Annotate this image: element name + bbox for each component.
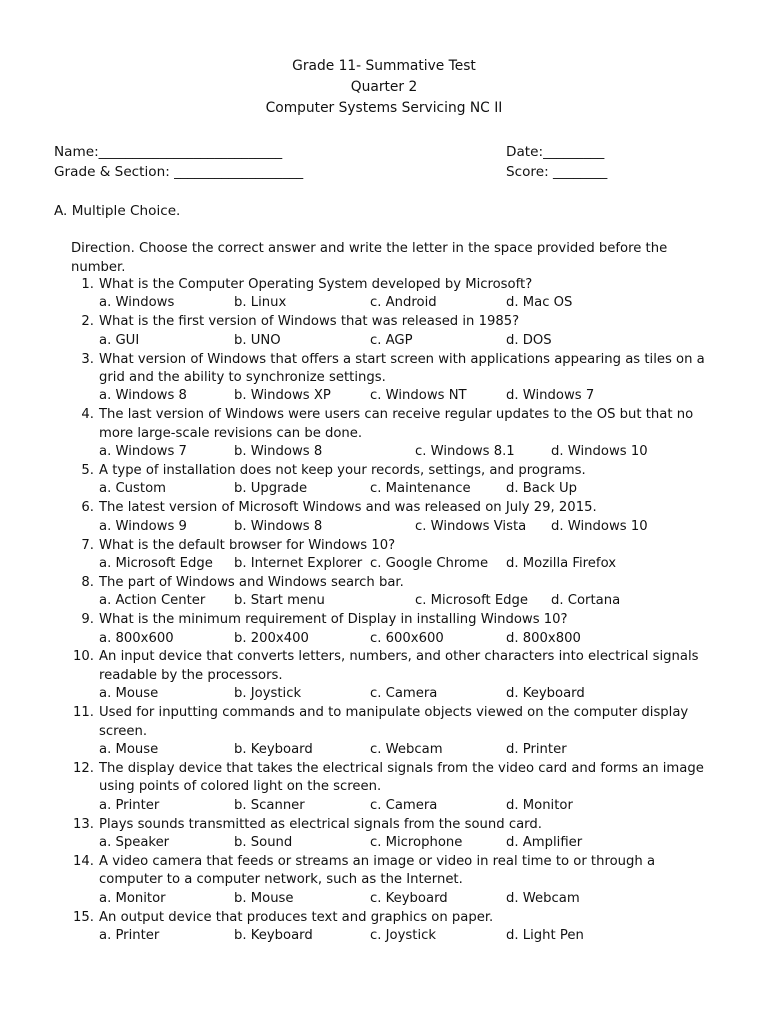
subject-title: Computer Systems Servicing NC II bbox=[265, 100, 503, 116]
question-number: 2. bbox=[81, 314, 94, 330]
answer-option: b. Joystick bbox=[234, 686, 302, 702]
answer-option: d. Cortana bbox=[551, 593, 621, 609]
answer-option: b. UNO bbox=[234, 332, 281, 348]
question-stem: The latest version of Microsoft Windows and was released on July 29, 2015. bbox=[99, 500, 597, 516]
question-item bbox=[0, 351, 768, 407]
question-number: 5. bbox=[81, 463, 94, 478]
answer-option: b. Upgrade bbox=[234, 481, 308, 497]
question-stem: The last version of Windows were users can receive regular updates to the OS but that no more large-scale revisions can be done. bbox=[99, 407, 694, 441]
question-text bbox=[73, 816, 714, 834]
answer-option: a. Speaker bbox=[99, 835, 170, 850]
question-item bbox=[0, 574, 768, 611]
question-stem: The part of Windows and Windows search bar. bbox=[99, 574, 404, 590]
option-row bbox=[0, 387, 768, 406]
answer-option: a. Custom bbox=[99, 481, 166, 497]
answer-option: b. Internet Explorer bbox=[234, 556, 363, 571]
answer-option: c. Windows Vista bbox=[415, 518, 527, 534]
answer-option: c. Joystick bbox=[370, 928, 436, 943]
answer-option: b. Windows 8 bbox=[234, 518, 323, 534]
question-number: 10. bbox=[73, 649, 94, 665]
answer-option: d. Mac OS bbox=[506, 295, 573, 311]
option-row bbox=[0, 480, 768, 499]
question-item bbox=[0, 760, 768, 816]
question-item bbox=[0, 313, 768, 350]
option-row bbox=[0, 890, 768, 909]
answer-option: d. Keyboard bbox=[506, 686, 585, 702]
question-text bbox=[73, 760, 714, 797]
option-row bbox=[0, 332, 768, 351]
answer-option: a. Windows 9 bbox=[99, 518, 187, 534]
option-row bbox=[0, 555, 768, 574]
question-stem: What is the Computer Operating System developed by Microsoft? bbox=[99, 277, 533, 292]
question-item bbox=[0, 648, 768, 704]
option-row bbox=[0, 518, 768, 537]
question-stem: What version of Windows that offers a start screen with applications appearing as tiles on a grid and the ability to synchronize settings. bbox=[99, 351, 705, 385]
answer-option: b. Keyboard bbox=[234, 742, 313, 757]
question-text bbox=[81, 499, 714, 517]
option-row bbox=[0, 685, 768, 704]
answer-option: c. Camera bbox=[370, 797, 438, 813]
option-row bbox=[0, 927, 768, 946]
question-stem: An input device that converts letters, numbers, and other characters into electrical signals readable by the processors. bbox=[99, 649, 699, 683]
option-row bbox=[0, 592, 768, 611]
answer-option: c. Webcam bbox=[370, 742, 443, 757]
question-text bbox=[81, 406, 714, 443]
question-stem: Used for inputting commands and to manipulate objects viewed on the computer display screen. bbox=[99, 705, 689, 739]
answer-option: b. Scanner bbox=[234, 797, 305, 813]
answer-option: c. AGP bbox=[370, 332, 413, 348]
question-number: 12. bbox=[73, 760, 94, 776]
answer-option: a. Monitor bbox=[99, 890, 166, 906]
question-text bbox=[73, 648, 714, 685]
question-text bbox=[81, 351, 714, 388]
question-text bbox=[81, 611, 714, 629]
answer-option: b. Linux bbox=[234, 295, 287, 311]
answer-option: a. Printer bbox=[99, 797, 160, 813]
answer-option: a. Mouse bbox=[99, 742, 159, 757]
answer-option: d. Monitor bbox=[506, 797, 573, 813]
answer-option: d. Webcam bbox=[506, 890, 580, 906]
question-number: 7. bbox=[81, 537, 94, 553]
question-number: 6. bbox=[81, 500, 94, 516]
answer-option: b. Start menu bbox=[234, 593, 325, 609]
direction-text: Direction. Choose the correct answer and write the letter in the space provided before the number. bbox=[71, 241, 668, 275]
option-row bbox=[0, 630, 768, 649]
question-item bbox=[0, 462, 768, 499]
answer-option: d. Windows 10 bbox=[551, 518, 648, 534]
answer-option: c. Windows NT bbox=[370, 388, 467, 404]
question-item bbox=[0, 704, 768, 760]
question-number: 4. bbox=[81, 407, 94, 423]
question-number: 14. bbox=[73, 853, 94, 869]
question-number: 1. bbox=[81, 277, 94, 292]
question-text bbox=[81, 276, 714, 294]
answer-option: c. Windows 8.1 bbox=[415, 444, 515, 460]
question-item bbox=[0, 276, 768, 313]
question-text bbox=[73, 704, 714, 741]
question-stem: A type of installation does not keep your records, settings, and programs. bbox=[99, 463, 586, 478]
question-text bbox=[81, 313, 714, 331]
question-stem: Plays sounds transmitted as electrical signals from the sound card. bbox=[99, 816, 542, 832]
answer-option: c. Android bbox=[370, 295, 437, 311]
question-number: 15. bbox=[73, 909, 94, 925]
answer-option: d. 800x800 bbox=[506, 630, 581, 646]
answer-option: a. GUI bbox=[99, 332, 140, 348]
answer-option: c. Keyboard bbox=[370, 890, 448, 906]
answer-option: d. Back Up bbox=[506, 481, 577, 497]
question-number: 9. bbox=[81, 612, 94, 628]
question-text bbox=[81, 574, 714, 592]
question-number: 11. bbox=[73, 705, 94, 721]
question-item bbox=[0, 406, 768, 462]
option-row bbox=[0, 741, 768, 760]
question-item bbox=[0, 816, 768, 853]
question-stem: An output device that produces text and graphics on paper. bbox=[99, 909, 494, 925]
question-number: 3. bbox=[81, 351, 94, 367]
answer-option: c. Maintenance bbox=[370, 481, 471, 497]
name-field: Name:___________________________ bbox=[54, 144, 283, 160]
answer-option: a. Windows bbox=[99, 295, 175, 311]
question-stem: The display device that takes the electrical signals from the video card and forms an image using points of colored light on the screen. bbox=[99, 760, 704, 795]
question-item bbox=[0, 537, 768, 574]
answer-option: b. Keyboard bbox=[234, 928, 313, 943]
answer-option: d. Windows 10 bbox=[551, 444, 648, 460]
answer-option: a. Action Center bbox=[99, 593, 206, 609]
answer-option: d. Amplifier bbox=[506, 835, 583, 850]
grade-section-field: Grade & Section: ___________________ bbox=[54, 164, 304, 180]
answer-option: a. Windows 7 bbox=[99, 444, 187, 460]
answer-option: c. Google Chrome bbox=[370, 556, 489, 571]
question-text bbox=[81, 462, 714, 480]
question-number: 13. bbox=[73, 816, 94, 832]
answer-option: b. Sound bbox=[234, 835, 293, 850]
option-row bbox=[0, 834, 768, 853]
answer-option: d. Light Pen bbox=[506, 928, 584, 943]
test-title: Grade 11- Summative Test bbox=[292, 58, 476, 74]
answer-option: a. 800x600 bbox=[99, 630, 174, 646]
question-stem: What is the minimum requirement of Display in installing Windows 10? bbox=[99, 612, 568, 628]
question-item bbox=[0, 909, 768, 946]
answer-option: d. Mozilla Firefox bbox=[506, 556, 617, 571]
question-item bbox=[0, 499, 768, 536]
answer-option: b. Windows XP bbox=[234, 388, 331, 404]
question-text bbox=[73, 853, 714, 890]
question-stem: What is the default browser for Windows 10? bbox=[99, 537, 396, 553]
answer-option: c. Microsoft Edge bbox=[415, 593, 529, 609]
answer-option: a. Microsoft Edge bbox=[99, 556, 213, 571]
answer-option: b. Windows 8 bbox=[234, 444, 323, 460]
question-item bbox=[0, 611, 768, 648]
question-text bbox=[73, 909, 714, 927]
answer-option: c. Camera bbox=[370, 686, 438, 702]
section-title: A. Multiple Choice. bbox=[54, 203, 181, 219]
answer-option: d. DOS bbox=[506, 332, 552, 348]
answer-option: b. 200x400 bbox=[234, 630, 309, 646]
question-stem: What is the first version of Windows that was released in 1985? bbox=[99, 314, 520, 330]
option-row bbox=[0, 797, 768, 816]
answer-option: c. 600x600 bbox=[370, 630, 444, 646]
question-text bbox=[81, 537, 714, 555]
answer-option: b. Mouse bbox=[234, 890, 294, 906]
option-row bbox=[0, 443, 768, 462]
quarter-label: Quarter 2 bbox=[350, 79, 418, 95]
date-field: Date:_________ bbox=[506, 144, 605, 160]
question-list bbox=[0, 276, 768, 946]
option-row bbox=[0, 294, 768, 313]
score-field: Score: ________ bbox=[506, 164, 608, 180]
question-stem: A video camera that feeds or streams an image or video in real time to or through a computer to a computer network, such as the Internet. bbox=[99, 853, 656, 888]
answer-option: a. Mouse bbox=[99, 686, 159, 702]
answer-option: a. Windows 8 bbox=[99, 388, 187, 404]
answer-option: d. Windows 7 bbox=[506, 388, 595, 404]
answer-option: a. Printer bbox=[99, 928, 160, 943]
question-item bbox=[0, 853, 768, 909]
answer-option: c. Microphone bbox=[370, 835, 463, 850]
answer-option: d. Printer bbox=[506, 742, 567, 757]
question-number: 8. bbox=[81, 574, 94, 590]
